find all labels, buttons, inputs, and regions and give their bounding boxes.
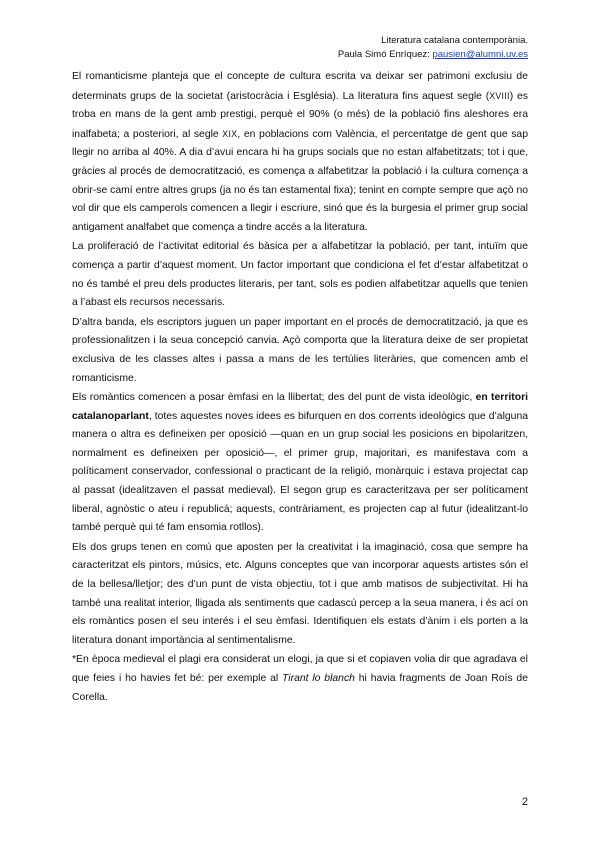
paragraph-footnote-plagiarism: *En època medieval el plagi era considerat un elogi, ja que si et copiaven volia dir que agradava el que feies i ho havies fet bé: per exemple al Tirant lo blanch hi havia fragments de Joan Roís de Corella. bbox=[72, 654, 528, 703]
century-numeral: XIX bbox=[222, 128, 238, 139]
paragraph-editorial-activity: La proliferació de l’activitat editorial és bàsica per a alfabetitzar la població, per tant, intuïm que comença a partir d’aquest moment. Un factor important que condiciona el fet d’estar alfabetitzat o no és també el preu dels productes literaris, per tant, sols es podien alfabetitzar aquells que tenien a l’abast els recursos necessaris. bbox=[72, 241, 528, 309]
document-title: Literatura catalana contemporània. bbox=[381, 35, 528, 46]
document-body bbox=[72, 68, 528, 707]
author-name: Paula Simó Enríquez: bbox=[337, 49, 430, 60]
author-email-link[interactable]: pausien@alumni.uv.es bbox=[432, 49, 528, 60]
paragraph-romanticism-culture: El romanticisme planteja que el concepte de cultura escrita va deixar ser patrimoni exclusiu de determinats grups de la societat (aristocràcia i Església). La literatura fins aquest segle (XVIII) es troba en mans de la gent amb prestigi, perquè el 90% (o més) de la població fins aleshores era inalfabeta; a posteriori, al segle XIX, en poblacions com València, el percentatge de gent que sap llegir no arriba al 40%. A dia d’avui encara hi ha grups socials que no estan alfabetitzats; tot i que, gràcies al procés de democratització, es comença a alfabetitzar la població i la cultura comença a obrir-se camí entre altres grups (ja no és tan estamental fixa); tenint en compte sempre que açò no vol dir que els camperols comencen a llegir i escriure, sinó que és la burgesia el primer grup social antigament analfabet que comença a tindre accés a la literatura. bbox=[72, 71, 528, 233]
page-header bbox=[338, 34, 528, 62]
paragraph-creativity: Els dos grups tenen en comú que aposten per la creativitat i la imaginació, cosa que sempre ha caracteritzat els pintors, músics, etc. Alguns conceptes que van incorporar aquests artistes són el de la bellesa/lletjor; des d’un punt de vista objectiu, tot i que amb matisos de subjectivitat. Hi ha també una realitat interior, lligada als sentiments que cadascú percep a la seua manera, i és ací on els romàntics posen el seu interés i el seu èmfasi. Identifiquen els estats d’ànim i els porten a la literatura donant importància al sentimentalisme. bbox=[72, 541, 528, 646]
bold-emphasis: en territori catalanoparlant bbox=[72, 392, 528, 422]
book-title: Tirant lo blanch bbox=[282, 673, 355, 684]
century-numeral: XVIII bbox=[489, 90, 510, 101]
paragraph-writers-role: D’altra banda, els escriptors juguen un paper important en el procés de democratització, ja que es professionalitzen i la seua concepció canvia. Açò comporta que la literatura deixe de ser propietat exclusiva de les classes altes i passa a mans de les tertúlies literàries, que comencen amb el romanticisme. bbox=[72, 316, 528, 384]
paragraph-ideological-currents: Els romàntics comencen a posar èmfasi en la llibertat; des del punt de vista ideològic, en territori catalanoparlant, totes aquestes noves idees es bifurquen en dos corrents ideològics que d’alguna manera o altra es defineixen per oposició —quan en un grup social les posicions en bipolaritzen, normalment es defineixen per oposició—, el primer grup, majoritari, es manifestava com a políticament conservador, confessional o practicant de la religió, monàrquic i estava projectat cap al passat (idealitzaven el passat medieval). El segon grup es caracteritzava per ser políticament liberal, agnòstic o ateu i republicà; aquests, contràriament, es projecten cap al futur (idealitzant-lo també perquè qui té fam ensomia rotllos). bbox=[72, 392, 528, 534]
author-line bbox=[338, 48, 528, 62]
page-number: 2 bbox=[521, 796, 528, 808]
